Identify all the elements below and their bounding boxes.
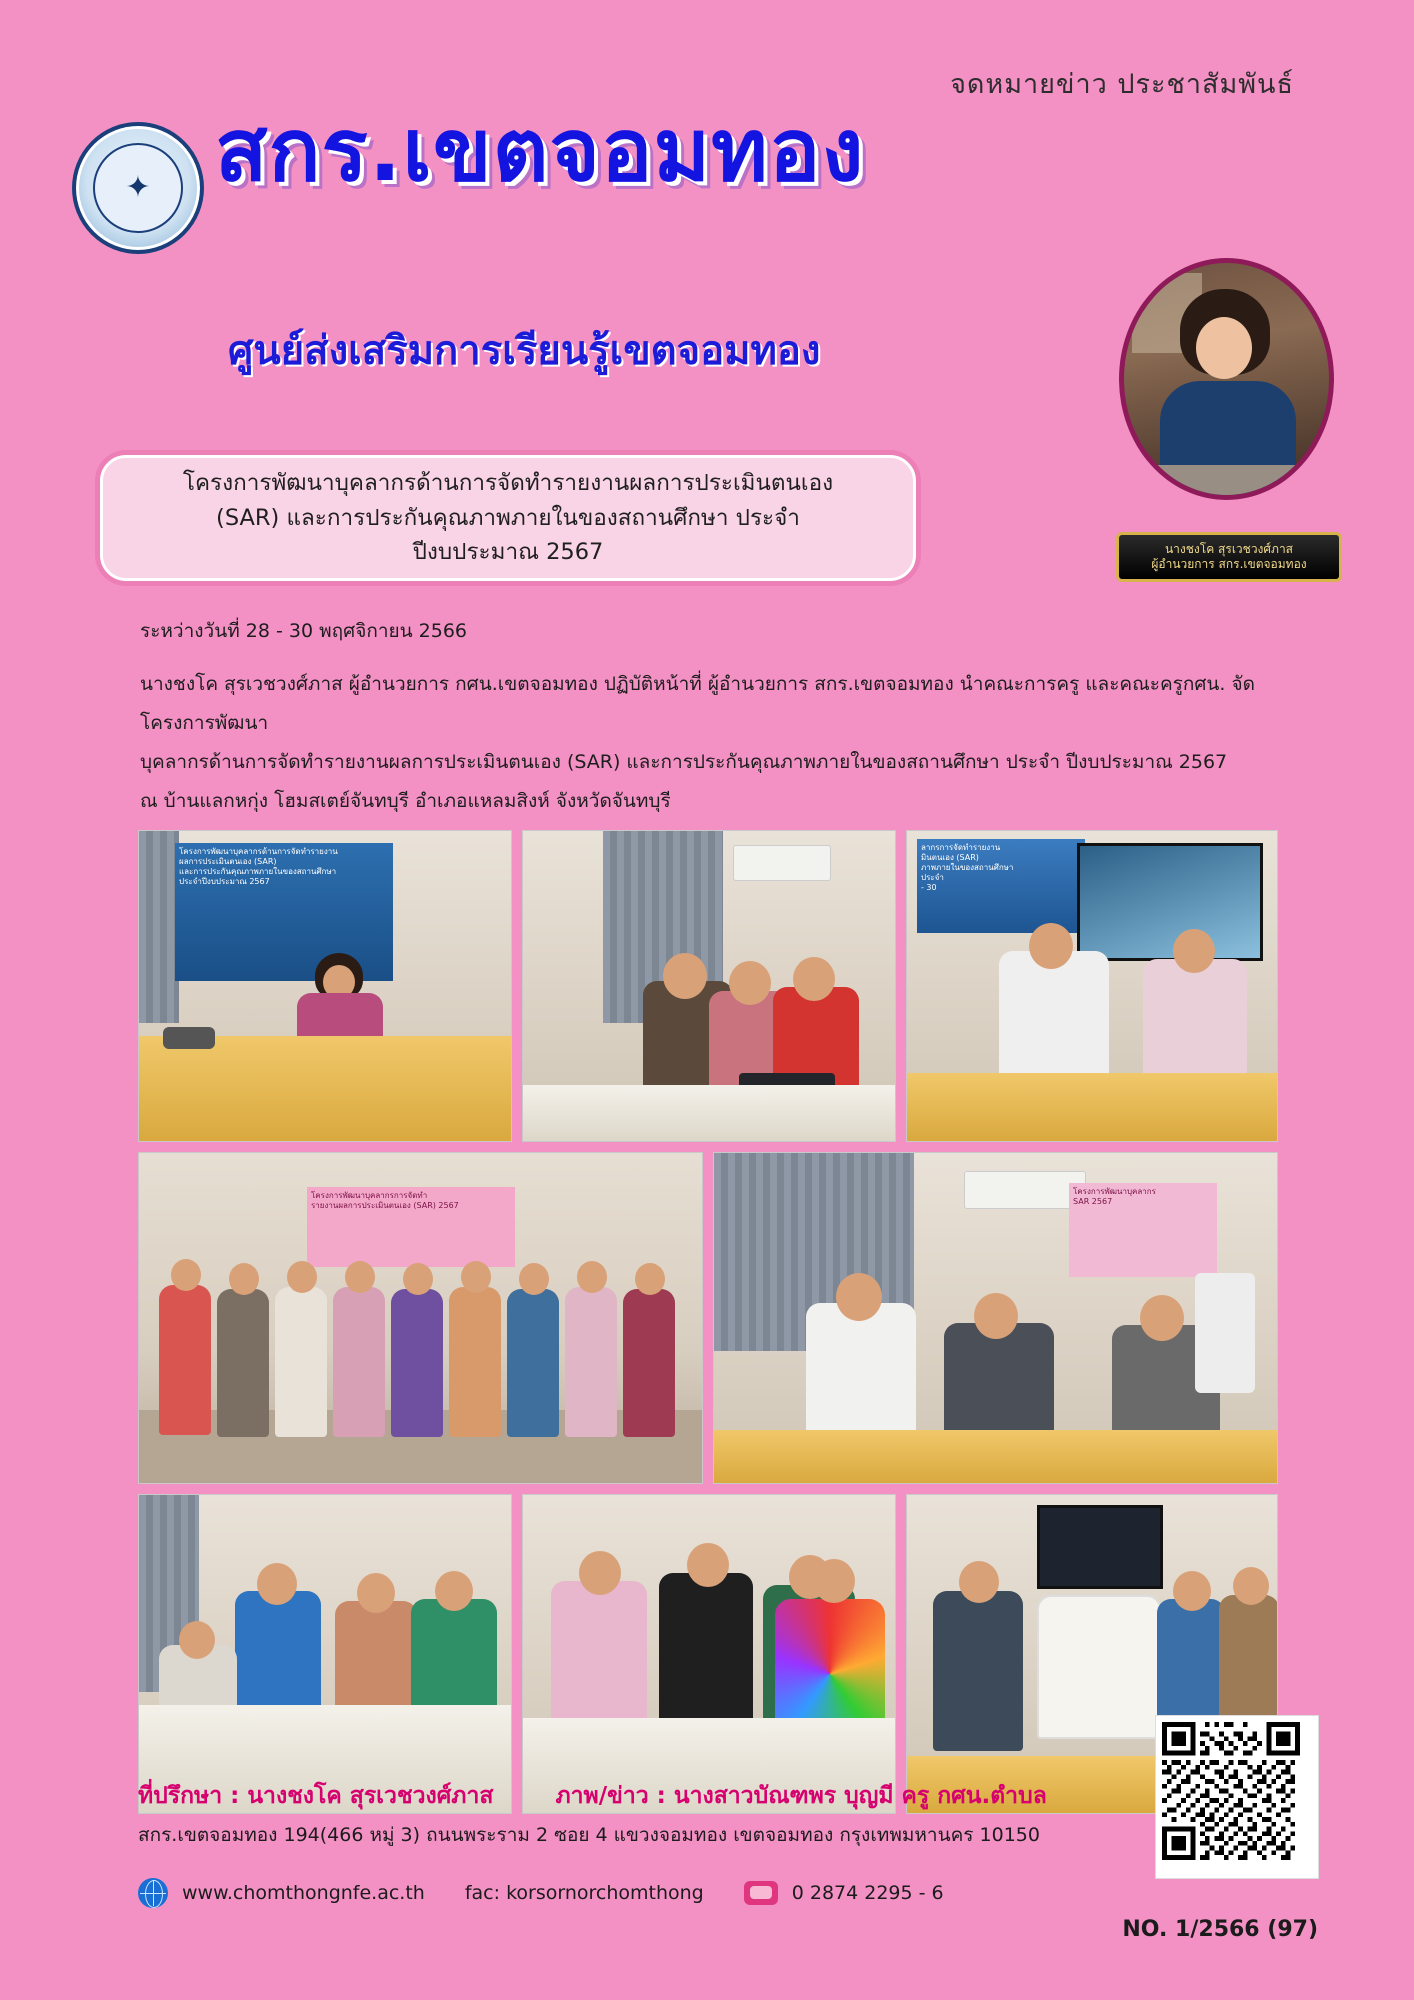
- photo-group-work-2: [522, 1494, 896, 1814]
- article-paragraph-1: นางชงโค สุรเวชวงศ์ภาส ผู้อำนวยการ กศน.เขตจอมทอง ปฏิบัติหน้าที่ ผู้อำนวยการ สกร.เขตจอมทอง นำคณะการครู และคณะครูกศน. จัดโครงการพัฒนา: [140, 672, 1255, 734]
- photo-group-photo: โครงการพัฒนาบุคลากรการจัดทำ รายงานผลการประเมินตนเอง (SAR) 2567: [138, 1152, 703, 1484]
- footer-advisor: ที่ปรึกษา : นางชงโค สุรเวชวงศ์ภาส: [138, 1783, 494, 1809]
- article-paragraph-3: ณ บ้านแลกหกุ่ง โฮมสเตย์จันทบุรี อำเภอแหลมสิงห์ จังหวัดจันทบุรี: [140, 789, 671, 812]
- portrait-face: [1196, 317, 1252, 379]
- photo-presentation-tv: ลากรการจัดทำรายงาน มินตนเอง (SAR) ภาพภายในของสถานศึกษา ประจำ - 30: [906, 830, 1278, 1142]
- footer-photo-news: ภาพ/ข่าว : นางสาวบัณฑพร บุญมี ครู กศน.ตำบล: [555, 1783, 1047, 1809]
- director-name: นางชงโค สุรเวชวงศ์ภาส: [1164, 542, 1294, 556]
- portrait-table: [1124, 465, 1329, 495]
- globe-icon: [138, 1878, 168, 1908]
- photo-row-3: [138, 1494, 1278, 1814]
- article-body: [140, 612, 1300, 821]
- project-title-ribbon: [100, 455, 916, 581]
- phone-icon: [744, 1881, 778, 1905]
- photo-gallery: [138, 830, 1278, 1824]
- top-label: จดหมายข่าว ประชาสัมพันธ์: [950, 69, 1294, 100]
- director-position: ผู้อำนวยการ สกร.เขตจอมทอง: [1151, 557, 1307, 571]
- brand-subtitle: ศูนย์ส่งเสริมการเรียนรู้เขตจอมทอง: [228, 328, 821, 374]
- footer-phone: 0 2874 2295 - 6: [791, 1882, 944, 1904]
- project-title-line1: โครงการพัฒนาบุคลากรด้านการจัดทำรายงานผลการประเมินตนเอง: [182, 469, 834, 496]
- footer-address: สกร.เขตจอมทอง 194(466 หมู่ 3) ถนนพระราม 2 ซอย 4 แขวงจอมทอง เขตจอมทอง กรุงเทพมหานคร 10150: [138, 1824, 1040, 1846]
- photo-row-2: [138, 1152, 1278, 1484]
- article-date-line: ระหว่างวันที่ 28 - 30 พฤศจิกายน 2566: [140, 620, 468, 642]
- photo-row-1: [138, 830, 1278, 1142]
- footer-credits: [138, 1778, 1278, 1814]
- photo-meeting-room: โครงการพัฒนาบุคลากร SAR 2567: [713, 1152, 1278, 1484]
- project-title-line2: (SAR) และการประกันคุณภาพภายในของสถานศึกษา ประจำ: [216, 504, 800, 531]
- project-title-line3: ปีงบประมาณ 2567: [412, 539, 604, 566]
- article-paragraph-2: บุคลากรด้านการจัดทำรายงานผลการประเมินตนเอง (SAR) และการประกันคุณภาพภายในของสถานศึกษา ประจำ ปีงบประมาณ 2567: [140, 750, 1228, 773]
- project-title-text: [183, 466, 833, 571]
- footer-website[interactable]: www.chomthongnfe.ac.th: [182, 1882, 425, 1904]
- seal-glyph-icon: ✦: [125, 170, 151, 205]
- director-nameplate: [1116, 532, 1342, 582]
- photo-opening-ceremony: โครงการพัฒนาบุคลากรด้านการจัดทำรายงาน ผลการประเมินตนเอง (SAR) และการประกันคุณภาพภายในของสถานศึกษา ประจำปีงบประมาณ 2567: [138, 830, 512, 1142]
- issue-number: NO. 1/2566 (97): [1122, 1917, 1318, 1942]
- director-portrait: [1119, 258, 1334, 500]
- seal-inner: [93, 143, 183, 233]
- brand-title: สกร.เขตจอมทอง: [215, 101, 865, 201]
- footer-contact: [138, 1878, 1278, 1908]
- footer-facebook[interactable]: fac: korsornorchomthong: [464, 1882, 704, 1904]
- photo-group-work-1: [138, 1494, 512, 1814]
- organization-seal-icon: [72, 122, 204, 254]
- photo-participants-laptops: [522, 830, 896, 1142]
